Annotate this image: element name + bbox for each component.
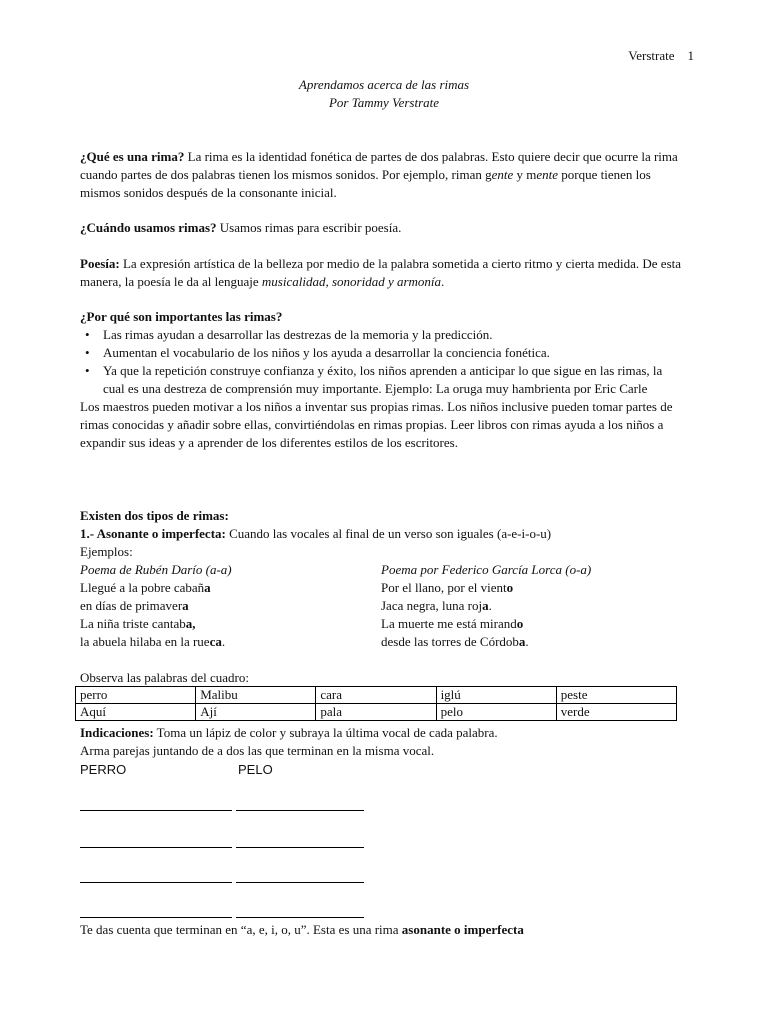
answer-blank[interactable] bbox=[236, 847, 364, 848]
words-table bbox=[75, 686, 677, 721]
list-item: • Las rimas ayudan a desarrollar las destrezas de la memoria y la predicción. bbox=[80, 326, 686, 344]
question-rima: ¿Qué es una rima? bbox=[80, 149, 185, 164]
author-line: Por Tammy Verstrate bbox=[328, 95, 440, 110]
poesia-paragraph: Poesía: La expresión artística de la belleza por medio de la palabra sometida a cierto ritmo y cierta medida. De esta manera, la poesía le da al lenguaje musicalidad, sonoridad y armonía. bbox=[80, 256, 682, 289]
running-head: Verstrate 1 bbox=[628, 48, 694, 63]
table-cell: verde bbox=[556, 704, 676, 721]
answer-blank[interactable] bbox=[80, 917, 232, 918]
poem-title: Poema por Federico García Lorca (o-a) bbox=[381, 562, 592, 577]
poem-title: Poema de Rubén Darío (a-a) bbox=[80, 562, 232, 577]
table-cell: cara bbox=[316, 687, 436, 704]
indicaciones-section: Indicaciones: Toma un lápiz de color y subraya la última vocal de cada palabra. Arma parejas juntando de a dos las que terminan en la misma vocal. bbox=[80, 725, 498, 758]
pair-example-left: PERRO bbox=[80, 762, 127, 777]
table-cell: Aquí bbox=[76, 704, 196, 721]
final-sentence: Te das cuenta que terminan en “a, e, i, o, u”. Esta es una rima asonante o imperfecta bbox=[80, 922, 524, 937]
pair-example-right: PELO bbox=[238, 762, 273, 777]
table-cell: peste bbox=[556, 687, 676, 704]
tipos-heading: Existen dos tipos de rimas: bbox=[80, 508, 229, 523]
list-item: • Ya que la repetición construye confianza y éxito, los niños aprenden a anticipar lo que sigue en las rimas, la cual es una destreza de comprensión muy importante. Ejemplo: La oruga muy hambrienta por Eric Carle bbox=[80, 362, 686, 398]
question-cuando: ¿Cuándo usamos rimas? bbox=[80, 220, 217, 235]
question-importantes: ¿Por qué son importantes las rimas? bbox=[80, 309, 283, 324]
title-line: Aprendamos acerca de las rimas bbox=[298, 77, 470, 92]
observa-label: Observa las palabras del cuadro: bbox=[80, 670, 249, 685]
table-cell: Malibu bbox=[196, 687, 316, 704]
cuando-paragraph: ¿Cuándo usamos rimas? Usamos rimas para escribir poesía. bbox=[80, 220, 402, 235]
table-cell: pelo bbox=[436, 704, 556, 721]
answer-blank[interactable] bbox=[80, 847, 232, 848]
table-cell: iglú bbox=[436, 687, 556, 704]
table-cell: pala bbox=[316, 704, 436, 721]
answer-blank[interactable] bbox=[236, 810, 364, 811]
table-cell: perro bbox=[76, 687, 196, 704]
document-title bbox=[0, 76, 768, 112]
importantes-section bbox=[80, 308, 686, 452]
answer-blank[interactable] bbox=[236, 917, 364, 918]
answer-blank[interactable] bbox=[80, 810, 232, 811]
table-row bbox=[76, 687, 677, 704]
poem-lorca: Poema por Federico García Lorca (o-a) Por el llano, por el viento Jaca negra, luna roja. La muerte me está mirando desde las torres de Córdoba. bbox=[381, 562, 592, 649]
table-row bbox=[76, 704, 677, 721]
table-cell: Ají bbox=[196, 704, 316, 721]
rima-definition: ¿Qué es una rima? La rima es la identidad fonética de partes de dos palabras. Esto quiere decir que ocurre la rima cuando partes de dos palabras tienen los mismos sonidos. Por ejemplo, riman gente y mente porque tienen los mismos sonidos después de la consonante inicial. bbox=[80, 149, 678, 200]
tipos-section: Existen dos tipos de rimas: 1.- Asonante o imperfecta: Cuando las vocales al final de un verso son iguales (a-e-i-o-u) Ejemplos: bbox=[80, 508, 552, 559]
list-item: • Aumentan el vocabulario de los niños y los ayuda a desarrollar la conciencia fonética. bbox=[80, 344, 686, 362]
poem-dario: Poema de Rubén Darío (a-a) Llegué a la pobre cabaña en días de primavera La niña triste cantaba, la abuela hilaba en la rueca. bbox=[80, 562, 232, 649]
maestros-paragraph: Los maestros pueden motivar a los niños a inventar sus propias rimas. Los niños inclusive pueden tomar partes de rimas conocidas y añadir sobre ellas, convirtiéndolas en rimas propias. Leer libros con rimas ayuda a los niños a expandir sus ideas y a aprender de los diferentes estilos de los escritores. bbox=[80, 399, 673, 450]
bullet-list bbox=[80, 326, 686, 398]
answer-blank[interactable] bbox=[80, 882, 232, 883]
answer-blank[interactable] bbox=[236, 882, 364, 883]
